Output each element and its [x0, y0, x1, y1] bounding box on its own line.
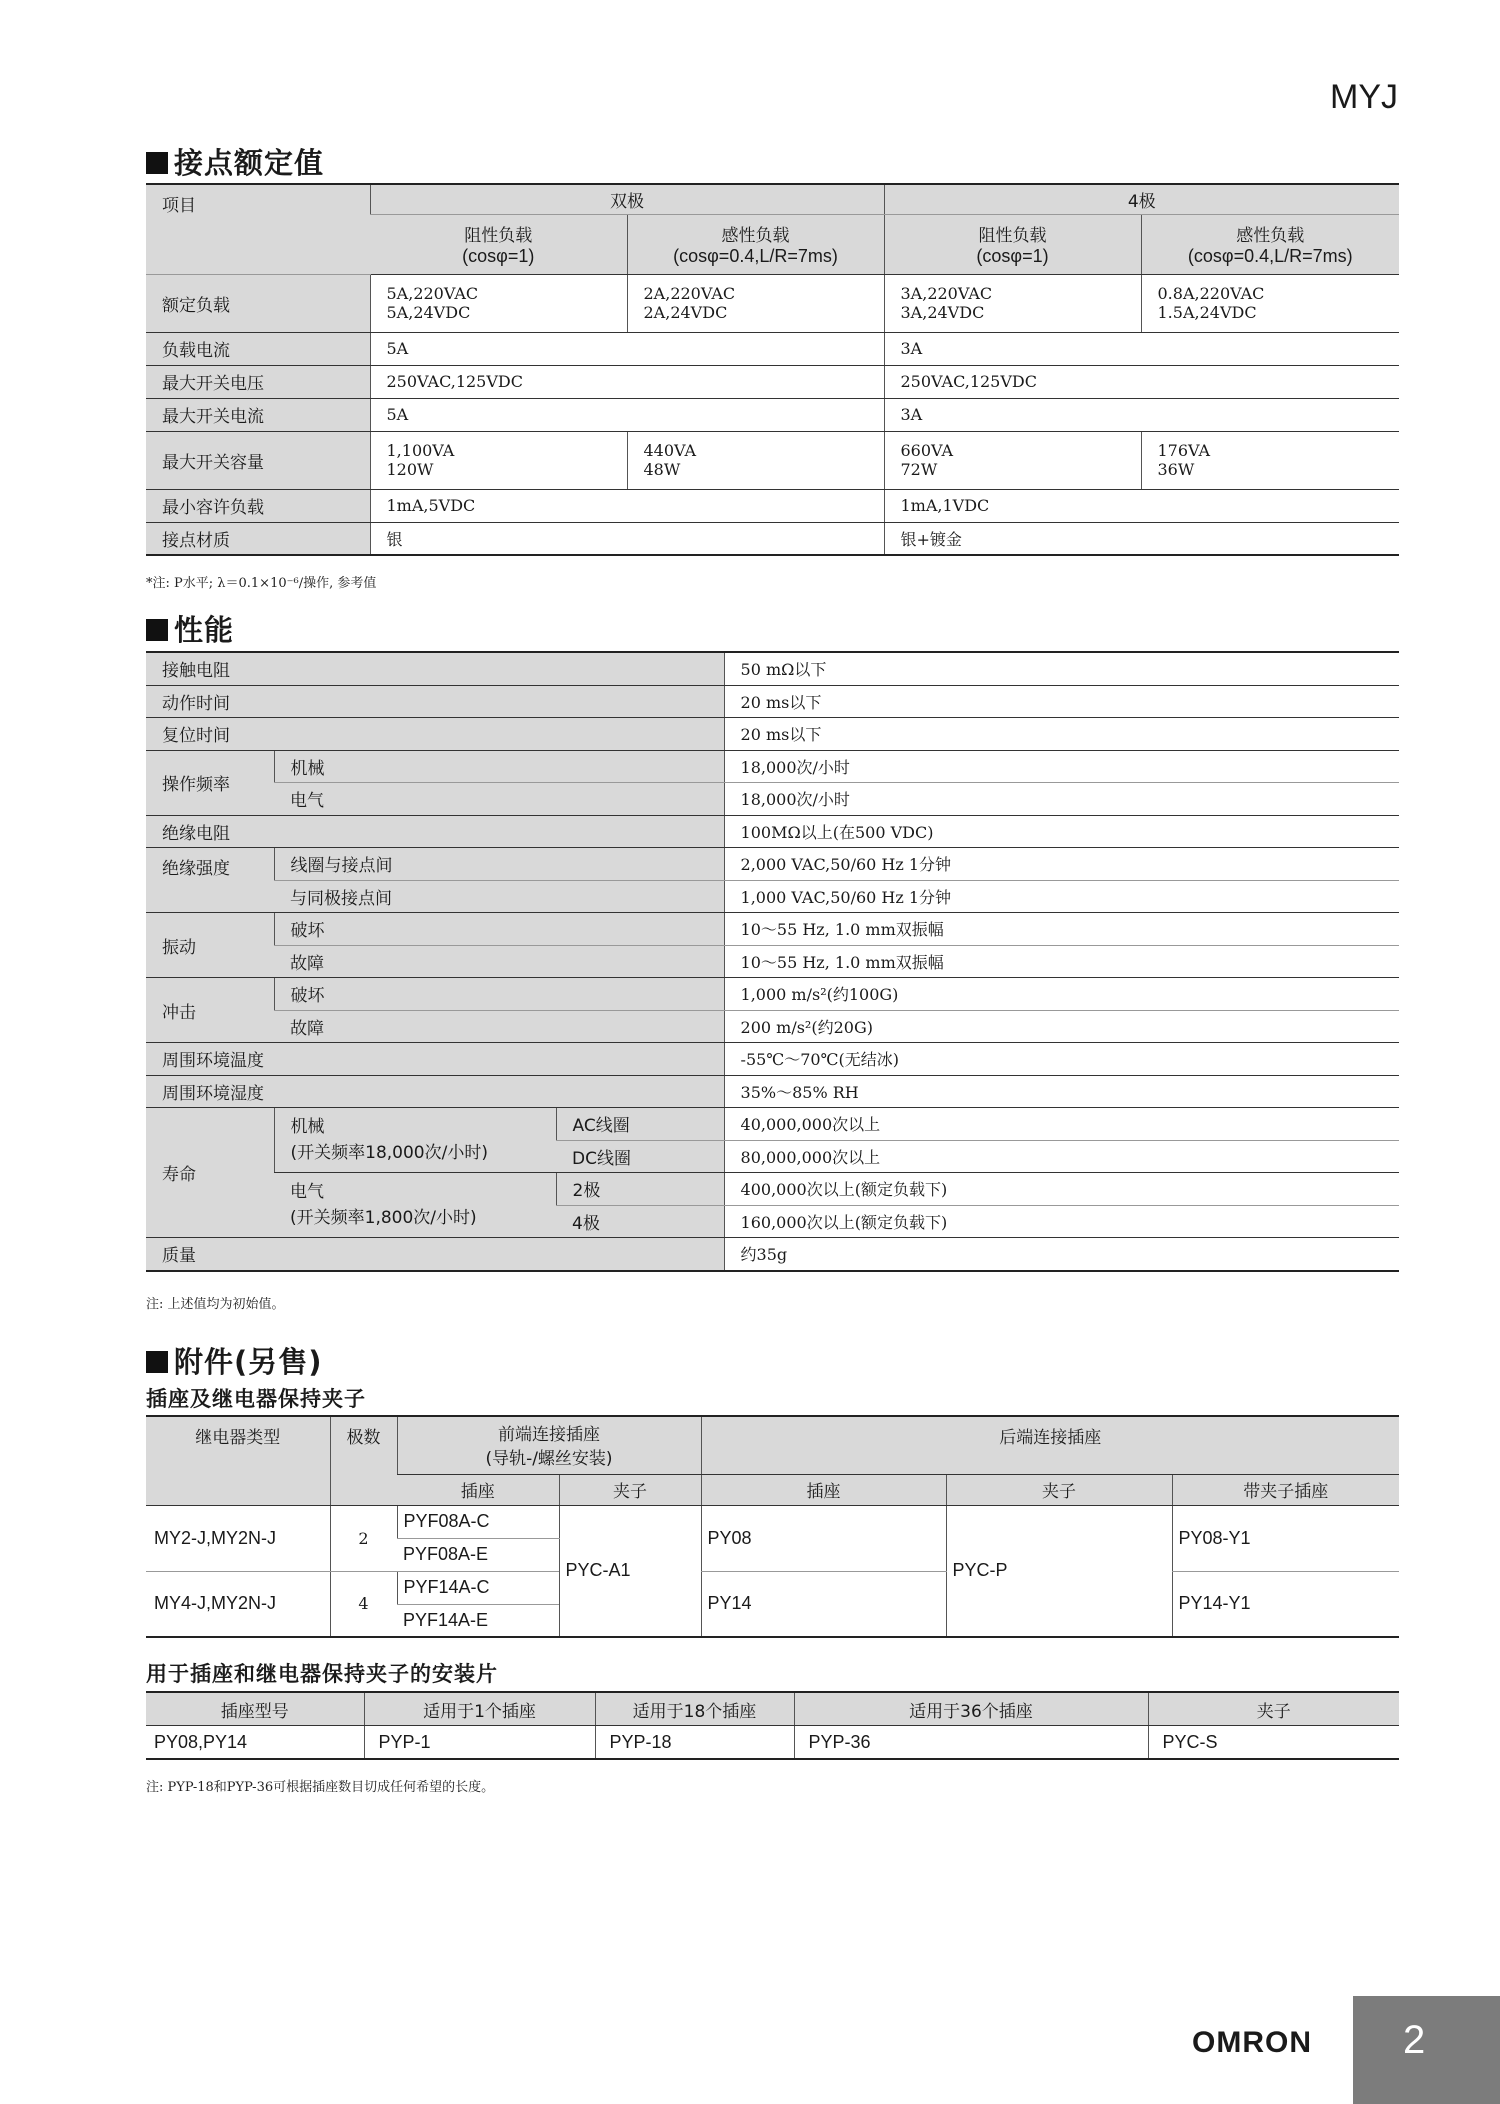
min-load-2p: 1mA,5VDC: [370, 489, 884, 522]
max-capacity-4p-ind: [1141, 431, 1399, 489]
model-name: MYJ: [1330, 78, 1398, 116]
shock-label: 冲击: [146, 978, 274, 1043]
col-resistive-4p: [884, 214, 1141, 274]
performance-table: [146, 651, 1399, 1272]
max-voltage-2p: 250VAC,125VDC: [370, 365, 884, 398]
shock-malf-label: 故障: [274, 1010, 724, 1043]
cell-line: 176VA: [1157, 441, 1211, 460]
col-for-36-sockets: 适用于36个插座: [794, 1692, 1148, 1726]
rated-load-4p-ind: [1141, 274, 1399, 332]
col-front-socket-clip: 夹子: [559, 1474, 701, 1505]
max-capacity-2p-ind: [627, 431, 884, 489]
row2-poles: 4: [330, 1571, 397, 1637]
max-current-4p: 3A: [884, 398, 1399, 431]
load-current-4p: 3A: [884, 332, 1399, 365]
col-poles: 极数: [330, 1416, 397, 1505]
dielectric-a-label: 线圈与接点间: [274, 848, 724, 881]
min-load-4p: 1mA,1VDC: [884, 489, 1399, 522]
col-clip: 夹子: [1148, 1692, 1399, 1726]
col-back-socket: 后端连接插座: [701, 1416, 1399, 1474]
mounting-note: 注: PYP-18和PYP-36可根据插座数目切成任何希望的长度。: [146, 1780, 495, 1795]
max-capacity-2p-res: [370, 431, 627, 489]
cell-line: 2A,220VAC: [643, 284, 736, 303]
inductive-cos: (cosφ=0.4,L/R=7ms): [1187, 246, 1353, 266]
shock-destr-label: 破坏: [274, 978, 724, 1011]
square-bullet-icon: [146, 1351, 168, 1373]
mount-socket-model: PY08,PY14: [154, 1731, 248, 1752]
mounting-subtitle: 用于插座和继电器保持夹子的安装片: [146, 1662, 498, 1686]
weight-value: 约35g: [724, 1238, 1399, 1271]
mount-clip: PYC-S: [1148, 1726, 1399, 1760]
operate-time-label: 动作时间: [146, 685, 724, 718]
rated-load-label: 额定负载: [146, 274, 370, 332]
vibration-malf-label: 故障: [274, 945, 724, 978]
mount-for-1: PYP-1: [364, 1726, 595, 1760]
cell-line: 1.5A,24VDC: [1157, 303, 1257, 322]
dielectric-a-value: 2,000 VAC,50/60 Hz 1分钟: [724, 848, 1399, 881]
performance-note: 注: 上述值均为初始值。: [146, 1297, 285, 1312]
front-socket-sub: (导轨-/螺丝安装): [485, 1449, 613, 1469]
row2-relay-type: MY4-J,MY2N-J: [154, 1593, 277, 1614]
row1-front-socket-a: PYF08A-C: [397, 1505, 559, 1538]
square-bullet-icon: [146, 619, 168, 641]
op-freq-elec-value: 18,000次/小时: [724, 783, 1399, 816]
ambient-temp-value: -55℃～70℃(无结冰): [724, 1043, 1399, 1076]
max-current-label: 最大开关电流: [146, 398, 370, 431]
col-for-18-sockets: 适用于18个插座: [595, 1692, 794, 1726]
col-relay-type: 继电器类型: [146, 1416, 330, 1505]
mount-for-18: PYP-18: [595, 1726, 794, 1760]
col-socket-with-clip: 带夹子插座: [1172, 1474, 1399, 1505]
material-4p: 银+镀金: [884, 522, 1399, 555]
cell-line: 3A,220VAC: [900, 284, 993, 303]
dielectric-label: 绝缘强度: [146, 848, 274, 913]
row1-relay-type: MY2-J,MY2N-J: [146, 1505, 330, 1571]
performance-title: [146, 608, 234, 649]
ambient-humidity-label: 周围环境湿度: [146, 1075, 724, 1108]
insulation-resistance-label: 绝缘电阻: [146, 815, 724, 848]
cell-line: 120W: [386, 460, 434, 479]
col-item: 项目: [146, 184, 370, 274]
col-for-1-socket: 适用于1个插座: [364, 1692, 595, 1726]
ambient-humidity-value: 35%～85% RH: [724, 1075, 1399, 1108]
max-capacity-4p-res: [884, 431, 1141, 489]
page-number: 2: [1403, 2018, 1426, 2062]
mounting-table: [146, 1691, 1399, 1760]
row1-socket-with-clip: PY08-Y1: [1172, 1505, 1399, 1571]
max-voltage-label: 最大开关电压: [146, 365, 370, 398]
cell-line: 5A,24VDC: [386, 303, 471, 322]
life-ac-label: AC线圈: [556, 1108, 724, 1141]
row1-front-socket-b: PYF08A-E: [397, 1538, 559, 1571]
life-dc-value: 80,000,000次以上: [724, 1140, 1399, 1173]
vibration-malf-value: 10～55 Hz, 1.0 mm双振幅: [724, 945, 1399, 978]
col-resistive-2p: [370, 214, 627, 274]
life-4p-label: 4极: [556, 1205, 724, 1238]
page-number-box: [1353, 1996, 1500, 2104]
front-socket-title: 前端连接插座: [498, 1425, 600, 1445]
cell-line: 440VA: [643, 441, 697, 460]
row1-back-socket: PY08: [701, 1505, 946, 1571]
col-inductive-4p: [1141, 214, 1399, 274]
resistive-label: 阻性负载: [978, 226, 1047, 246]
operate-time-value: 20 ms以下: [724, 685, 1399, 718]
min-load-label: 最小容许负载: [146, 489, 370, 522]
op-freq-mech-value: 18,000次/小时: [724, 750, 1399, 783]
life-ac-value: 40,000,000次以上: [724, 1108, 1399, 1141]
row2-front-socket-a: PYF14A-C: [397, 1571, 559, 1604]
max-current-2p: 5A: [370, 398, 884, 431]
load-current-label: 负载电流: [146, 332, 370, 365]
op-freq-elec-label: 电气: [274, 783, 724, 816]
col-double-pole: 双极: [370, 184, 884, 214]
cell-line: 660VA: [900, 441, 954, 460]
life-4p-value: 160,000次以上(额定负载下): [724, 1205, 1399, 1238]
max-voltage-4p: 250VAC,125VDC: [884, 365, 1399, 398]
life-elec-label: [274, 1173, 556, 1238]
cell-line: 36W: [1157, 460, 1195, 479]
mount-for-36: PYP-36: [794, 1726, 1148, 1760]
load-current-2p: 5A: [370, 332, 884, 365]
square-bullet-icon: [146, 152, 168, 174]
col-front-socket: [397, 1416, 701, 1474]
contact-ratings-title-text: 接点额定值: [174, 146, 325, 180]
shock-malf-value: 200 m/s²(约20G): [724, 1010, 1399, 1043]
cell-line: 72W: [900, 460, 938, 479]
material-2p: 银: [370, 522, 884, 555]
inductive-label: 感性负载: [1236, 226, 1305, 246]
rated-load-2p-ind: [627, 274, 884, 332]
row2-back-socket: PY14: [701, 1571, 946, 1637]
release-time-value: 20 ms以下: [724, 718, 1399, 751]
life-2p-value: 400,000次以上(额定负载下): [724, 1173, 1399, 1206]
omron-logo: OMRON: [1192, 2026, 1312, 2059]
contact-resistance-label: 接触电阻: [146, 652, 724, 685]
life-mech-sub: (开关频率18,000次/小时): [290, 1143, 488, 1163]
max-capacity-label: 最大开关容量: [146, 431, 370, 489]
release-time-label: 复位时间: [146, 718, 724, 751]
life-dc-label: DC线圈: [556, 1140, 724, 1173]
resistive-cos: (cosφ=1): [462, 246, 535, 266]
dielectric-b-label: 与同极接点间: [274, 880, 724, 913]
cell-line: 48W: [643, 460, 681, 479]
inductive-cos: (cosφ=0.4,L/R=7ms): [673, 246, 838, 266]
insulation-resistance-value: 100MΩ以上(在500 VDC): [724, 815, 1399, 848]
shock-destr-value: 1,000 m/s²(约100G): [724, 978, 1399, 1011]
resistive-cos: (cosφ=1): [976, 246, 1049, 266]
back-clip: PYC-P: [946, 1505, 1172, 1637]
life-elec-title: 电气: [290, 1182, 324, 1202]
col-inductive-2p: [627, 214, 884, 274]
rated-load-2p-res: [370, 274, 627, 332]
vibration-label: 振动: [146, 913, 274, 978]
col-back-socket-clip: 夹子: [946, 1474, 1172, 1505]
row2-socket-with-clip: PY14-Y1: [1172, 1571, 1399, 1637]
life-2p-label: 2极: [556, 1173, 724, 1206]
cell-line: 5A,220VAC: [386, 284, 479, 303]
contact-ratings-title: [146, 141, 324, 182]
front-clip: PYC-A1: [559, 1505, 701, 1637]
row2-front-socket-b: PYF14A-E: [403, 1609, 489, 1630]
accessories-title-text: 附件(另售): [174, 1345, 323, 1379]
contact-ratings-table: [146, 183, 1399, 556]
contact-ratings-note: *注: P水平; λ＝0.1×10⁻⁶/操作, 参考值: [146, 576, 377, 591]
vibration-destr-value: 10～55 Hz, 1.0 mm双振幅: [724, 913, 1399, 946]
cell-line: 1,100VA: [386, 441, 455, 460]
cell-line: 2A,24VDC: [643, 303, 728, 322]
sockets-table: [146, 1415, 1399, 1638]
accessories-title: [146, 1340, 323, 1381]
vibration-destr-label: 破坏: [274, 913, 724, 946]
cell-line: 3A,24VDC: [900, 303, 985, 322]
life-elec-sub: (开关频率1,800次/小时): [290, 1208, 477, 1228]
inductive-label: 感性负载: [721, 226, 790, 246]
op-freq-mech-label: 机械: [274, 750, 724, 783]
op-freq-label: 操作频率: [146, 750, 274, 815]
life-mech-title: 机械: [290, 1117, 325, 1137]
col-four-pole: 4极: [884, 184, 1399, 214]
contact-resistance-value: 50 mΩ以下: [724, 652, 1399, 685]
material-label: 接点材质: [146, 522, 370, 555]
col-front-socket-socket: 插座: [397, 1474, 559, 1505]
col-socket-model: 插座型号: [146, 1692, 364, 1726]
dielectric-b-value: 1,000 VAC,50/60 Hz 1分钟: [724, 880, 1399, 913]
rated-load-4p-res: [884, 274, 1141, 332]
ambient-temp-label: 周围环境温度: [146, 1043, 724, 1076]
row1-poles: 2: [330, 1505, 397, 1571]
life-label: 寿命: [146, 1108, 274, 1238]
performance-title-text: 性能: [174, 613, 235, 647]
cell-line: 0.8A,220VAC: [1157, 284, 1265, 303]
resistive-label: 阻性负载: [464, 226, 533, 246]
sockets-subtitle: 插座及继电器保持夹子: [146, 1387, 366, 1411]
col-back-socket-socket: 插座: [701, 1474, 946, 1505]
life-mech-label: [274, 1108, 556, 1173]
weight-label: 质量: [146, 1238, 724, 1271]
